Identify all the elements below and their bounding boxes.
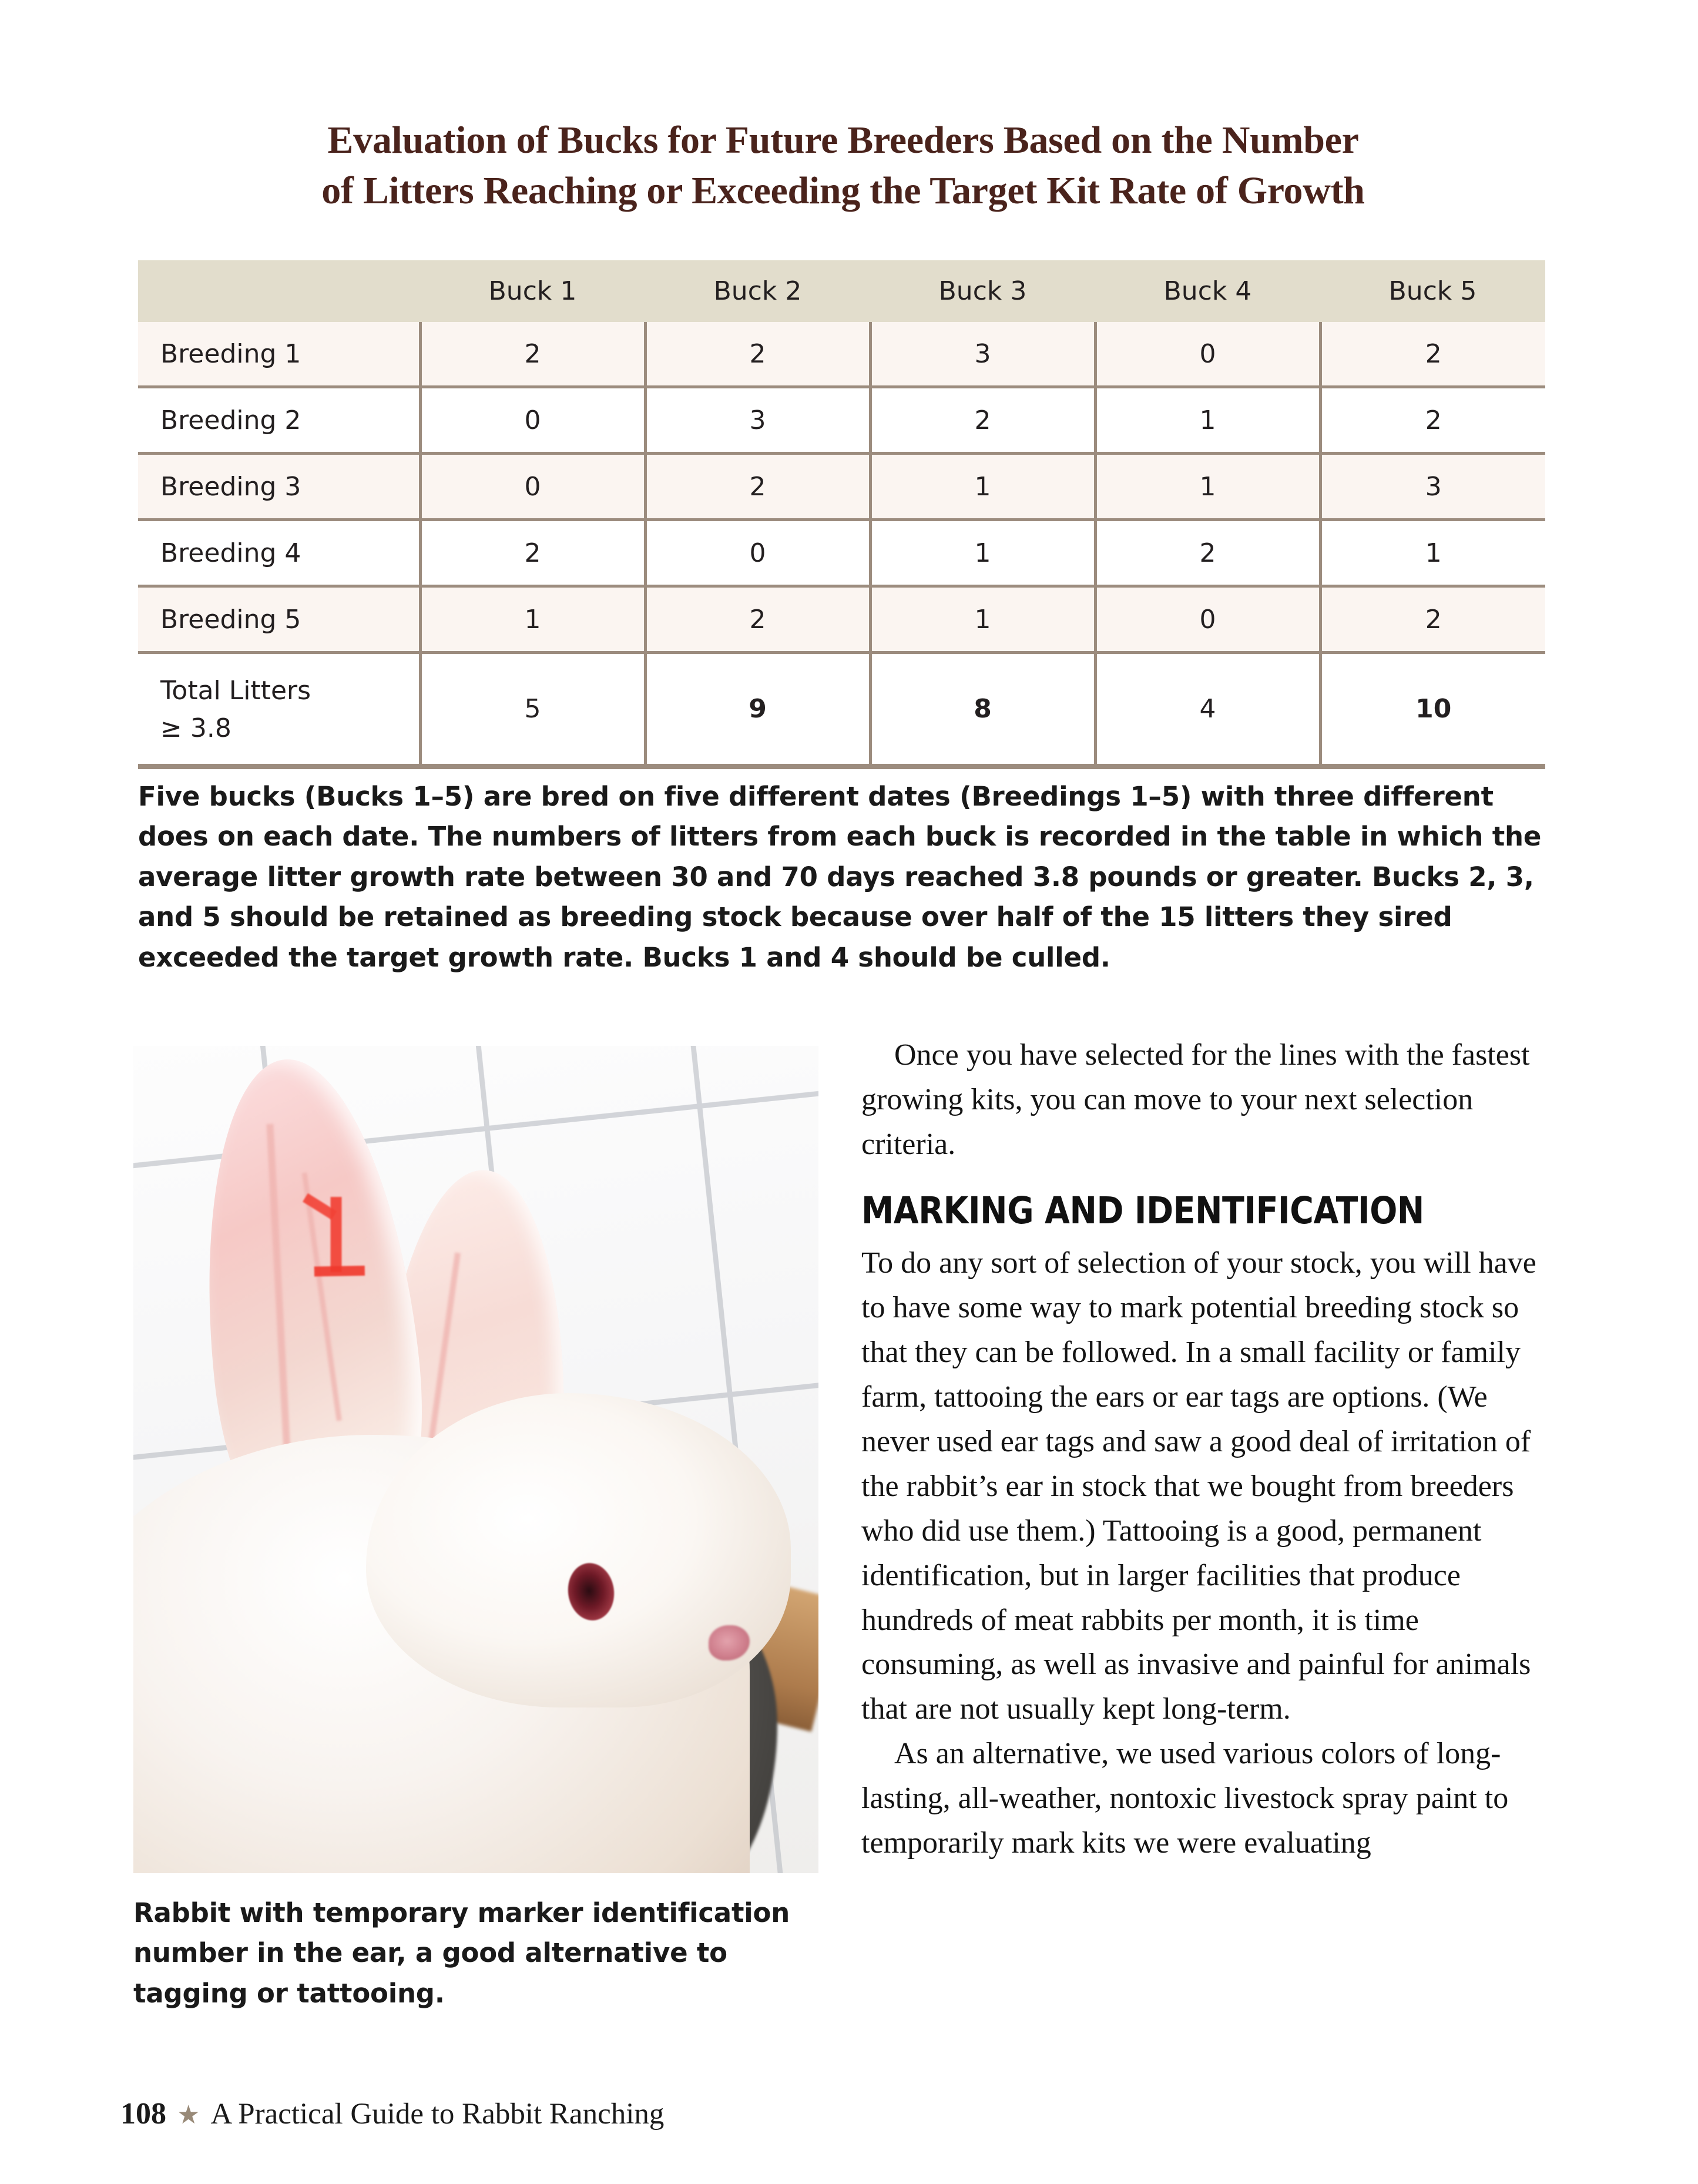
cell-total-buck-4: 4 [1095,653,1320,767]
row-label-breeding-4: Breeding 4 [138,520,420,586]
cell-breeding-1-buck-3: 3 [870,322,1095,387]
ear-marker-number-icon [298,1192,375,1285]
table-row [138,454,1545,520]
page-number: 108 [120,2097,166,2131]
cell-breeding-5-buck-5: 2 [1320,586,1545,653]
cell-breeding-5-buck-1: 1 [420,586,645,653]
cell-breeding-1-buck-4: 0 [1095,322,1320,387]
table-total-row [138,653,1545,767]
star-icon: ★ [177,2101,200,2129]
cell-breeding-1-buck-1: 2 [420,322,645,387]
table-header [138,260,1545,322]
row-label-breeding-1: Breeding 1 [138,322,420,387]
body-text-column [861,1033,1546,1866]
page-title-line-2: of Litters Reaching or Exceeding the Target Kit Rate of Growth [321,169,1365,212]
rabbit-head [366,1393,791,1707]
table-row [138,520,1545,586]
row-label-breeding-3: Breeding 3 [138,454,420,520]
page-title [138,115,1548,216]
column-header-buck-1: Buck 1 [420,260,645,322]
cell-breeding-4-buck-4: 2 [1095,520,1320,586]
cell-breeding-5-buck-2: 2 [645,586,870,653]
total-label-line-2: ≥ 3.8 [160,713,231,743]
column-header-buck-3: Buck 3 [870,260,1095,322]
cell-breeding-2-buck-3: 2 [870,387,1095,454]
rabbit-photo [133,1046,818,1873]
cell-breeding-2-buck-1: 0 [420,387,645,454]
cell-breeding-4-buck-3: 1 [870,520,1095,586]
body-paragraph-1: To do any sort of selection of your stock, you will have to have some way to mark potential breeding stock so that they can be followed. In a small facility or family farm, tattooing the ears or ear tags are options. (We never used ear tags and saw a good deal of irritation of the rabbit’s ear in stock that we bought from breeders who did use them.) Tattooing is a good, permanent identification, but in larger facilities that produce hundreds of meat rabbits per month, it is time consuming, as well as invasive and painful for animals that are not usually kept long-term. [861,1246,1536,1726]
column-header-buck-2: Buck 2 [645,260,870,322]
cell-breeding-3-buck-1: 0 [420,454,645,520]
table-corner-cell [138,260,420,322]
row-label-breeding-5: Breeding 5 [138,586,420,653]
cell-breeding-4-buck-1: 2 [420,520,645,586]
page-footer [120,2096,664,2131]
table-row [138,586,1545,653]
cell-breeding-1-buck-5: 2 [1320,322,1545,387]
cell-total-buck-1: 5 [420,653,645,767]
column-header-buck-4: Buck 4 [1095,260,1320,322]
body-paragraph-2: As an alternative, we used various colors of long-lasting, all-weather, nontoxic livestock spray paint to temporarily mark kits we were evaluating [861,1737,1509,1860]
photo-caption: Rabbit with temporary marker identification number in the ear, a good alternative to tagging or tattooing. [133,1897,790,2009]
page-title-line-1: Evaluation of Bucks for Future Breeders Based on the Number [327,119,1359,162]
cell-breeding-3-buck-4: 1 [1095,454,1320,520]
book-title: A Practical Guide to Rabbit Ranching [210,2098,665,2131]
cell-breeding-2-buck-2: 3 [645,387,870,454]
table-note: Five bucks (Bucks 1–5) are bred on five different dates (Breedings 1–5) with three different does on each date. The numbers of litters from each buck is recorded in the table in which the average litter growth rate between 30 and 70 days reached 3.8 pounds or greater. Bucks 2, 3, and 5 should be retained as breeding stock because over half of the 15 litters they sired exceeded the target growth rate. Bucks 1 and 4 should be culled. [138,781,1542,973]
intro-paragraph: Once you have selected for the lines with the fastest growing kits, you can move to your next selection criteria. [861,1038,1530,1161]
cell-breeding-4-buck-5: 1 [1320,520,1545,586]
total-label-line-1: Total Litters [160,675,311,706]
table-row [138,322,1545,387]
cell-breeding-5-buck-4: 0 [1095,586,1320,653]
cell-total-buck-2: 9 [645,653,870,767]
cell-breeding-3-buck-5: 3 [1320,454,1545,520]
cell-breeding-3-buck-3: 1 [870,454,1095,520]
table-row [138,387,1545,454]
row-label-breeding-2: Breeding 2 [138,387,420,454]
table-body [138,322,1545,767]
column-header-buck-5: Buck 5 [1320,260,1545,322]
buck-evaluation-table [138,260,1545,769]
table-header-row [138,260,1545,322]
section-heading: MARKING AND IDENTIFICATION [861,1189,1424,1232]
cell-breeding-2-buck-5: 2 [1320,387,1545,454]
cell-total-buck-3: 8 [870,653,1095,767]
cell-breeding-3-buck-2: 2 [645,454,870,520]
cell-breeding-2-buck-4: 1 [1095,387,1320,454]
cell-breeding-5-buck-3: 1 [870,586,1095,653]
cell-total-buck-5: 10 [1320,653,1545,767]
cell-breeding-1-buck-2: 2 [645,322,870,387]
row-label-total-litters [138,653,420,767]
cell-breeding-4-buck-2: 0 [645,520,870,586]
